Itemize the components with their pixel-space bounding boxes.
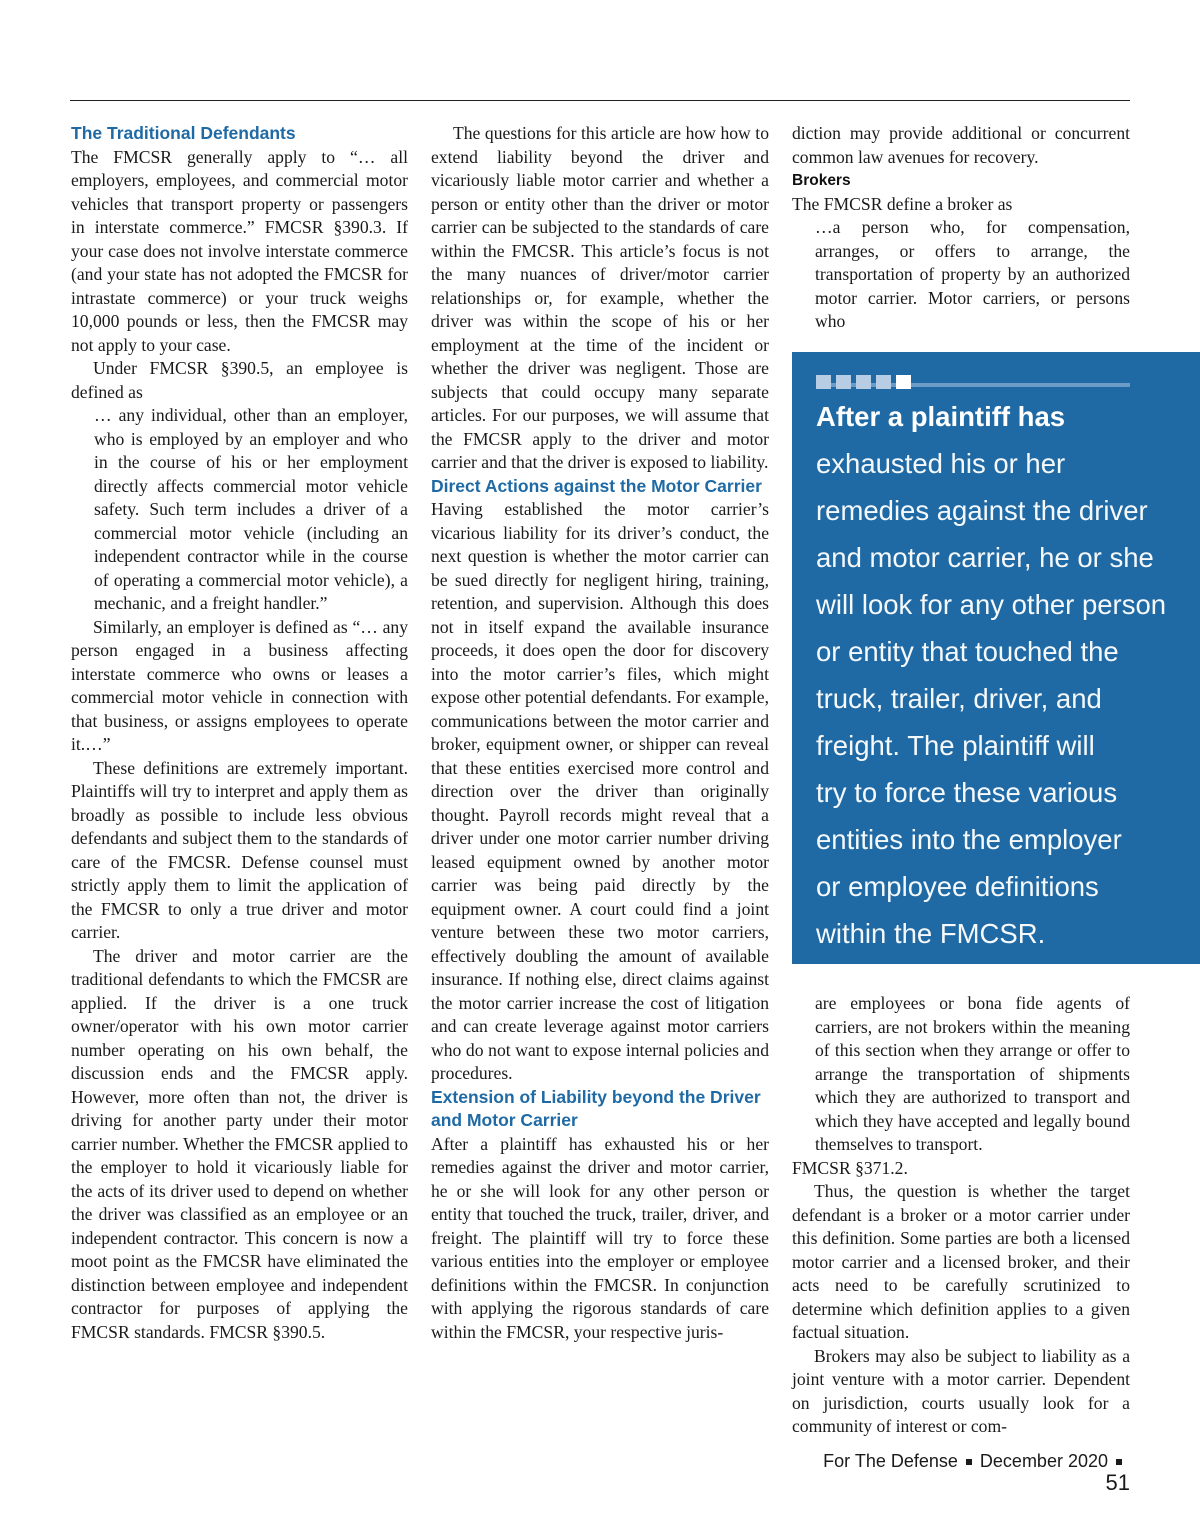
column-3-top <box>792 122 1130 334</box>
paragraph: Similarly, an employer is defined as “… any person engaged in a business affecting interstate commerce who owns or leases a commercial motor vehicle in connection with that business, or assigns employees to operate it.…” <box>71 616 408 754</box>
publication-name: For The Defense <box>823 1451 958 1471</box>
paragraph: diction may provide additional or concurrent common law avenues for recovery. <box>792 123 1130 167</box>
paragraph: The questions for this article are how how to extend liability beyond the driver and vicariously liable motor carrier and whether a person or entity other than the driver or motor carrier can be subjected to the standards of care within the FMCSR. This article’s focus is not the many nuances of driver/motor carrier relationships or, for example, whether the driver was within the scope of his or her employment at the time of the incident or whether the driver was negligent. Those are subjects that could occupy many separate articles. For our purposes, we will assume that the FMCSR apply to the driver and motor carrier and that the driver is exposed to liability. <box>431 123 769 472</box>
pull-quote-line: and motor carrier, he or she <box>816 542 1154 573</box>
paragraph: The FMCSR generally apply to “… all employers, employees, and commercial motor vehicles that transport property or passengers in interstate commerce.” FMCSR §390.3. If your case does not involve interstate commerce (and your state has not adopted the FMCSR for intrastate commerce) or your truck weighs 10,000 pounds or less, then the FMCSR may not apply to your case. <box>71 146 408 355</box>
subheading-brokers: Brokers <box>792 172 851 189</box>
pull-quote-text <box>816 393 1196 957</box>
page-number: 51 <box>1105 1470 1130 1495</box>
pull-quote-line: entities into the employer <box>816 824 1122 855</box>
paragraph: These definitions are extremely important. Plaintiffs will try to interpret and apply them as broadly as possible to include less obvious defendants and subject them to the standards of care of the FMCSR. Defense counsel must strictly apply them to limit the application of the FMCSR to only a true driver and motor carrier. <box>71 757 408 942</box>
column-1 <box>71 122 408 1344</box>
paragraph: After a plaintiff has exhausted his or her remedies against the driver and motor carrier, he or she will look for any other person or entity that touched the truck, trailer, driver, and freight. The plaintiff will try to force these various entities into the employer or employee definitions within the FMCSR. In conjunction with applying the rigorous standards of care within the FMCSR, your respective juris- <box>431 1133 769 1342</box>
paragraph: The FMCSR define a broker as <box>792 193 1013 214</box>
citation: FMCSR §371.2. <box>792 1157 908 1178</box>
section-heading-direct-actions: Direct Actions against the Motor Carrier <box>431 475 762 496</box>
paragraph: Brokers may also be subject to liability as a joint venture with a motor carrier. Dependent on jurisdiction, courts usually look for a community of interest or com- <box>792 1345 1130 1436</box>
page-footer <box>820 1450 1130 1495</box>
paragraph: Under FMCSR §390.5, an employee is defined as <box>71 358 408 402</box>
pull-quote-line: or employee definitions <box>816 871 1099 902</box>
pull-quote-ornament <box>816 375 911 389</box>
pull-quote-line: will look for any other person <box>816 589 1167 620</box>
separator-square-icon <box>1116 1459 1122 1465</box>
section-heading-traditional-defendants: The Traditional Defendants <box>71 123 296 143</box>
block-quote: …a person who, for compensation, arranges, or offers to arrange, the transportation of property by an authorized motor carrier. Motor carriers, or persons who <box>815 217 1130 331</box>
pull-quote-line: remedies against the driver <box>816 495 1148 526</box>
block-quote: … any individual, other than an employer, who is employed by an employer and who in the course of his or her employment directly affects commercial motor vehicle safety. Such term includes a driver of a commercial motor vehicle (including an independent contractor while in the course of operating a commercial motor vehicle), a mechanic, and a freight handler.” <box>94 405 408 613</box>
pull-quote-line: exhausted his or her <box>816 448 1066 479</box>
pull-quote-line: or entity that touched the <box>816 636 1119 667</box>
issue-date: December 2020 <box>979 1451 1108 1471</box>
pull-quote-line: truck, trailer, driver, and <box>816 683 1102 714</box>
pull-quote-box <box>792 352 1200 964</box>
column-2 <box>431 122 769 1344</box>
block-quote: are employees or bona fide agents of carriers, are not brokers within the meaning of this section when they arrange or offer to arrange the transportation of shipments which they are authorized to transport and which they have accepted and legally bound themselves to transport. <box>815 993 1130 1154</box>
separator-square-icon <box>966 1459 972 1465</box>
paragraph: Thus, the question is whether the target defendant is a broker or a motor carrier under this definition. Some parties are both a licensed motor carrier and a licensed broker, and their acts need to be carefully scrutinized to determine which definition applies to a given factual situation. <box>792 1181 1130 1342</box>
section-heading-extension-of-liability: Extension of Liability beyond the Driver and Motor Carrier <box>431 1086 761 1130</box>
pull-quote-line: freight. The plaintiff will <box>816 730 1095 761</box>
pull-quote-line: try to force these various <box>816 777 1118 808</box>
pull-quote-lead: After a plaintiff has <box>816 401 1066 432</box>
pull-quote-line: within the FMCSR. <box>816 918 1046 949</box>
column-3-bottom <box>792 992 1130 1439</box>
paragraph: Having established the motor carrier’s vicarious liability for its driver’s conduct, the next question is whether the motor carrier can be sued directly for negligent hiring, training, retention, and supervision. Although this does not in itself expand the available insurance proceeds, it does open the door for discovery into the motor carrier’s files, which might expose other potential defendants. For example, communications between the motor carrier and broker, equipment owner, or shipper can reveal that these entities exercised more control and direction over the driver than originally thought. Payroll records might reveal that a driver under one motor carrier number driving leased equipment owned by another motor carrier was being paid directly by the equipment owner. A court could find a joint venture between these two motor carriers, effectively doubling the amount of available insurance. If nothing else, direct claims against the motor carrier increase the cost of litigation and can create leverage against motor carriers who do not want to expose internal policies and procedures. <box>431 499 769 1083</box>
top-rule <box>70 100 1130 101</box>
paragraph: The driver and motor carrier are the traditional defendants to which the FMCSR are applied. If the driver is a one truck owner/operator with his own motor carrier number operating on his own behalf, the discussion ends and the FMCSR apply. However, more often than not, the driver is driving for another party under their motor carrier number. Whether the FMCSR applied to the employer to hold it vicariously liable for the acts of its driver used to depend on whether the driver was classified as an employee or an independent contractor. This concern is now a moot point as the FMCSR have eliminated the distinction between employee and independent contractor for purposes of applying the FMCSR standards. FMCSR §390.5. <box>71 945 408 1342</box>
